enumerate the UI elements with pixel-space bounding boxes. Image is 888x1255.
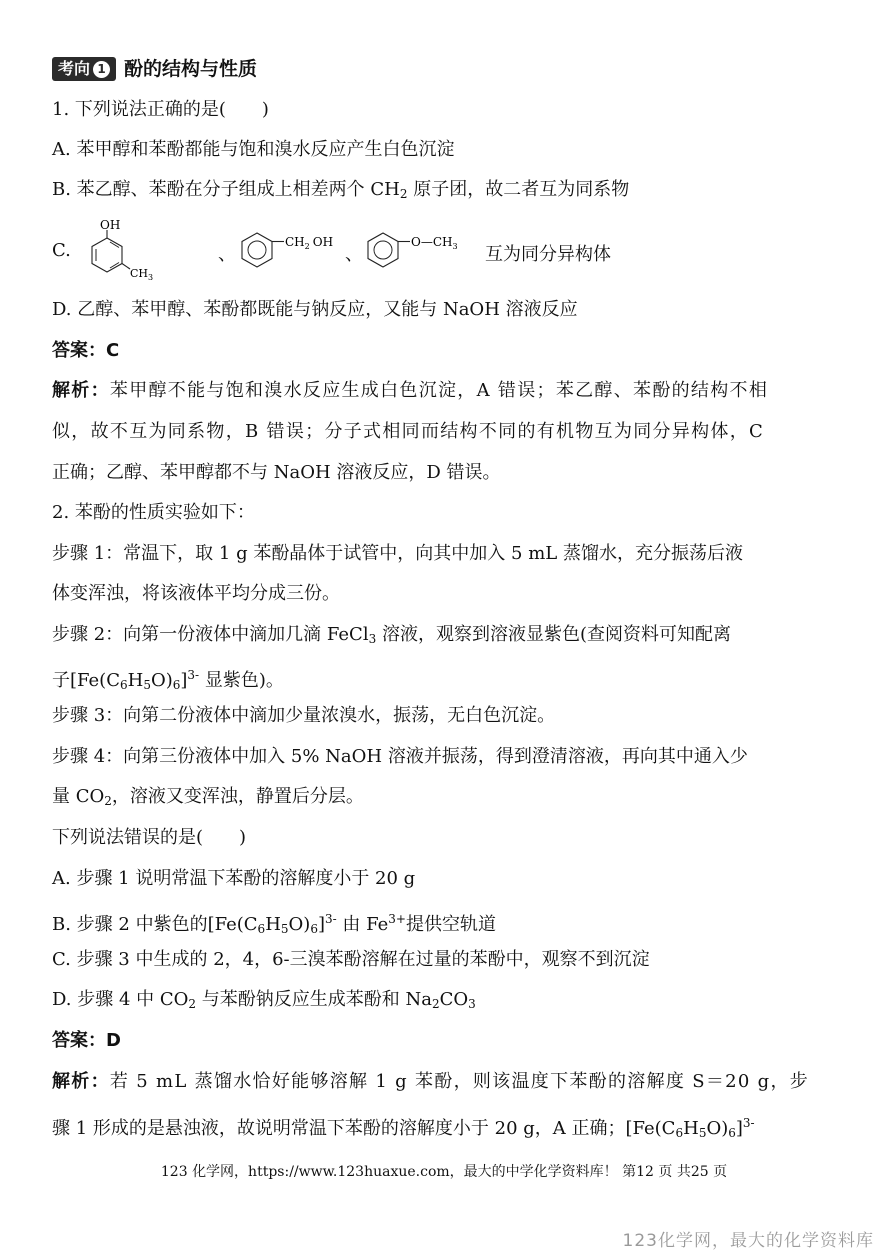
anisole-group: $O—CH_3$ [411, 235, 458, 251]
q2-analysis-2-d: ] [735, 1118, 743, 1139]
section-tag-number: 1 [93, 61, 110, 78]
q2-analysis-2-s3: 6 [728, 1126, 736, 1140]
q1-option-c [52, 218, 852, 288]
q2-option-d [52, 987, 848, 1017]
q2-step2-formula-5: 显紫色)。 [199, 670, 284, 691]
q1-option-c-sep-1: 、 [218, 244, 236, 265]
q2-analysis-line-1 [52, 1069, 848, 1095]
q2-step2-line-1 [52, 622, 848, 652]
q2-option-b-3: O) [288, 914, 311, 935]
q2-analysis-2-s2: 5 [698, 1126, 707, 1140]
q2-option-b-1: B. 步骤 2 中紫色的[Fe(C [52, 914, 258, 935]
q2-analysis-label: 解析： [52, 1071, 110, 1092]
q2-step2-formula-4: ] [180, 670, 188, 691]
q1-option-d: D. 乙醇、苯甲醇、苯酚都既能与钠反应，又能与 NaOH 溶液反应 [52, 299, 578, 320]
q1-option-c-sep-2: 、 [345, 244, 363, 265]
q2-step2-formula-3: O) [150, 670, 173, 691]
q2-step2-sub: 3 [368, 632, 377, 646]
benzyl-alcohol-group: $CH_2$ OH [285, 235, 334, 251]
q1-analysis-text-1: 苯甲醇不能与饱和溴水反应生成白色沉淀，A 错误；苯乙醇、苯酚的结构不相 [109, 380, 769, 401]
q2-step2-formula-charge: 3- [187, 668, 200, 682]
section-tag [52, 57, 116, 81]
q2-option-b-charge: 3- [324, 912, 337, 926]
q1-answer-value: C [106, 340, 120, 361]
q1-option-b [52, 177, 848, 207]
q2-step2-formula-2: H [127, 670, 144, 691]
benzyl-alcohol-structure [238, 226, 358, 276]
q1-option-c-tail: 互为同分异构体 [485, 244, 611, 265]
q2-answer [52, 1028, 848, 1054]
q1-answer [52, 338, 848, 364]
section-heading [52, 56, 848, 82]
q2-step2-formula-s2: 5 [143, 678, 151, 692]
q1-option-b-post: 原子团，故二者互为同系物 [407, 179, 630, 200]
watermark: 123化学网，最大的化学资料库 [622, 1231, 874, 1251]
q2-step4-line-1: 步骤 4：向第三份液体中加入 5% NaOH 溶液并振荡，得到澄清溶液，再向其中通入少 [52, 746, 748, 767]
m-cresol-ch3: $CH_3$ [130, 267, 154, 282]
q2-analysis-text-1: 若 5 mL 蒸馏水恰好能够溶解 1 g 苯酚，则该温度下苯酚的溶解度 S＝20 g，步 [109, 1071, 810, 1092]
q2-analysis-2-b: H [683, 1118, 699, 1139]
q1-stem: 1. 下列说法正确的是( ) [52, 99, 269, 120]
q2-option-b-s1: 6 [257, 922, 266, 936]
q2-option-b-5: 由 Fe [336, 914, 389, 935]
q2-option-b [52, 906, 848, 942]
m-cresol-structure [82, 218, 162, 288]
q2-option-b-fe-charge: 3+ [388, 912, 406, 926]
q2-analysis-2-charge: 3- [742, 1116, 755, 1130]
q2-step1-line-1: 步骤 1：常温下，取 1 g 苯酚晶体于试管中，向其中加入 5 mL 蒸馏水，充分振荡后液 [52, 543, 743, 564]
q2-option-b-4: ] [317, 914, 325, 935]
q2-step1-line-2: 体变浑浊，将该液体平均分成三份。 [52, 583, 340, 604]
q2-option-d-post: CO [439, 989, 469, 1010]
q2-step3: 步骤 3：向第二份液体中滴加少量浓溴水，振荡，无白色沉淀。 [52, 705, 556, 726]
q2-stem: 2. 苯酚的性质实验如下： [52, 502, 255, 523]
q2-analysis-2-pre: 骤 1 形成的是悬浊液，故说明常温下苯酚的溶解度小于 20 g，A 正确；[Fe(C [52, 1118, 676, 1139]
q2-answer-value: D [106, 1030, 121, 1051]
q1-analysis-line-1 [52, 378, 848, 404]
q2-step2-post: 溶液，观察到溶液显紫色(查阅资料可知配离 [376, 624, 731, 645]
q2-step4-line-2 [52, 784, 848, 814]
q2-option-c: C. 步骤 3 中生成的 2，4，6-三溴苯酚溶解在过量的苯酚中，观察不到沉淀 [52, 949, 650, 970]
q2-option-b-s3: 6 [310, 922, 318, 936]
q1-analysis-label: 解析： [52, 380, 110, 401]
q1-answer-label: 答案： [52, 340, 106, 361]
q2-option-d-sub1: 2 [188, 997, 197, 1011]
q2-step2-formula-s3: 6 [172, 678, 181, 692]
q2-analysis-line-2 [52, 1110, 848, 1146]
q2-option-a: A. 步骤 1 说明常温下苯酚的溶解度小于 20 g [52, 868, 416, 889]
q1-analysis-line-2: 似，故不互为同系物，B 错误；分子式相同而结构不同的有机物互为同分异构体，C [52, 421, 765, 442]
q2-option-d-sub2: 2 [431, 997, 440, 1011]
q2-step2-formula-1: 子[Fe(C [52, 670, 120, 691]
page-footer: 123 化学网，https://www.123huaxue.com，最大的中学化学资料库！ 第12 页 共25 页 [160, 1164, 728, 1180]
q2-option-d-sub3: 3 [468, 997, 476, 1011]
q2-step4-sub: 2 [104, 794, 112, 808]
section-tag-text: 考向 [58, 59, 91, 78]
q1-option-c-label: C. [52, 240, 71, 261]
q2-step2-line-2 [52, 662, 848, 698]
q2-ask: 下列说法错误的是( ) [52, 827, 247, 848]
section-title: 酚的结构与性质 [124, 58, 258, 80]
q2-option-d-pre: D. 步骤 4 中 CO [52, 989, 189, 1010]
q1-option-b-sub: 2 [399, 187, 408, 201]
q1-option-a: A. 苯甲醇和苯酚都能与饱和溴水反应产生白色沉淀 [52, 139, 455, 160]
q2-analysis-2-c: O) [706, 1118, 729, 1139]
q2-step4-pre: 量 CO [52, 786, 105, 807]
q2-analysis-2-s1: 6 [675, 1126, 684, 1140]
q1-analysis-line-3: 正确；乙醇、苯甲醇都不与 NaOH 溶液反应，D 错误。 [52, 462, 501, 483]
q2-option-b-6: 提供空轨道 [406, 914, 496, 935]
q2-option-b-s2: 5 [280, 922, 289, 936]
q2-step2-pre: 步骤 2：向第一份液体中滴加几滴 FeCl [52, 624, 369, 645]
q2-option-b-2: H [265, 914, 281, 935]
q1-option-b-pre: B. 苯乙醇、苯酚在分子组成上相差两个 CH [52, 179, 400, 200]
q2-step4-post: ，溶液又变浑浊，静置后分层。 [111, 786, 364, 807]
q2-answer-label: 答案： [52, 1030, 106, 1051]
anisole-structure [364, 226, 484, 276]
q2-step2-formula-s1: 6 [119, 678, 128, 692]
m-cresol-oh: OH [100, 218, 121, 232]
q2-option-d-mid: 与苯酚钠反应生成苯酚和 Na [196, 989, 432, 1010]
